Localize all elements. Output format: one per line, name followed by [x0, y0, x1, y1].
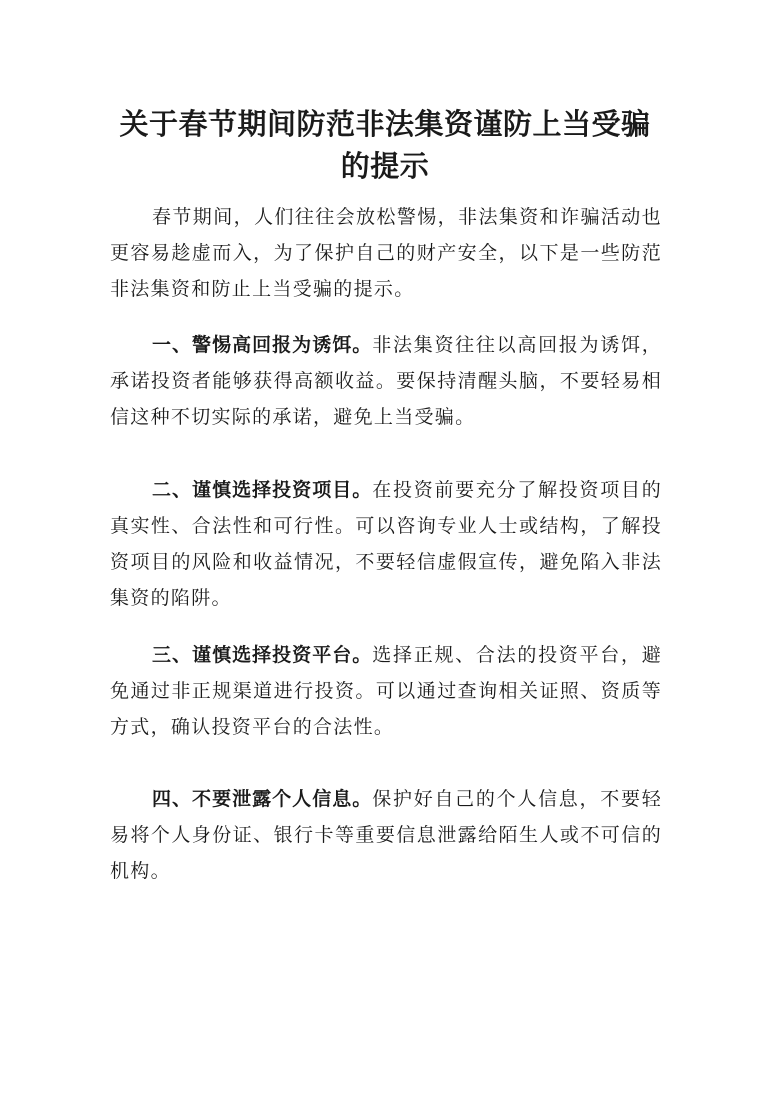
point-2-heading: 二、谨慎选择投资项目。: [152, 479, 373, 501]
point-1-heading: 一、警惕高回报为诱饵。: [152, 334, 373, 356]
point-3-body: 选择正规、合法的投资平台，避免通过非正规渠道进行投资。可以通过查询相关证照、资质等方式，确认投资平台的合法性。: [110, 644, 663, 738]
point-1-paragraph: [110, 327, 662, 435]
point-3-paragraph: [110, 637, 662, 745]
point-1-body: 非法集资往往以高回报为诱饵，承诺投资者能够获得高额收益。要保持清醒头脑，不要轻易相信这种不切实际的承诺，避免上当受骗。: [110, 334, 663, 428]
point-3-heading: 三、谨慎选择投资平台。: [152, 644, 373, 666]
document-title: [100, 103, 670, 187]
point-2-paragraph: [110, 472, 662, 616]
title-line-2: 的提示: [340, 149, 430, 184]
point-4-heading: 四、不要泄露个人信息。: [152, 788, 373, 810]
intro-paragraph: 春节期间，人们往往会放松警惕，非法集资和诈骗活动也更容易趁虚而入，为了保护自己的财产安全，以下是一些防范非法集资和防止上当受骗的提示。: [110, 206, 662, 300]
title-line-1: 关于春节期间防范非法集资谨防上当受骗: [119, 107, 651, 142]
point-4-body: 保护好自己的个人信息，不要轻易将个人身份证、银行卡等重要信息泄露给陌生人或不可信的机构。: [110, 788, 663, 882]
point-4-paragraph: [110, 781, 662, 889]
point-2-body: 在投资前要充分了解投资项目的真实性、合法性和可行性。可以咨询专业人士或结构，了解投资项目的风险和收益情况，不要轻信虚假宣传，避免陷入非法集资的陷阱。: [110, 479, 663, 609]
